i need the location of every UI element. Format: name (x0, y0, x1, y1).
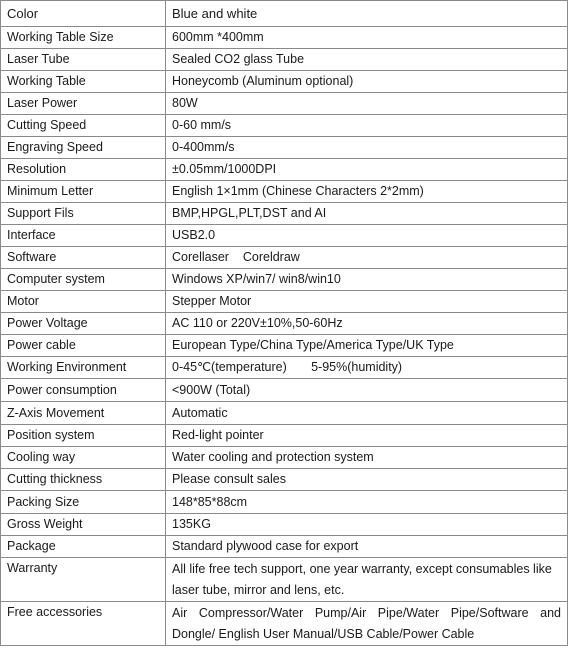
table-row (1, 357, 568, 379)
table-row (1, 335, 568, 357)
table-row (1, 115, 568, 137)
table-row (1, 514, 568, 536)
table-row (1, 491, 568, 514)
table-row (1, 425, 568, 447)
table-row (1, 159, 568, 181)
row-value: 600mm *400mm (166, 27, 568, 49)
row-value: Standard plywood case for export (166, 536, 568, 558)
table-row (1, 402, 568, 425)
row-label: Free accessories (1, 602, 166, 646)
row-label: Working Table (1, 71, 166, 93)
row-value: Blue and white (166, 1, 568, 27)
table-row (1, 469, 568, 491)
table-row (1, 27, 568, 49)
row-value: Sealed CO2 glass Tube (166, 49, 568, 71)
table-row (1, 447, 568, 469)
table-row (1, 313, 568, 335)
row-label: Software (1, 247, 166, 269)
table-row (1, 602, 568, 646)
row-label: Laser Power (1, 93, 166, 115)
row-label: Gross Weight (1, 514, 166, 536)
row-value: All life free tech support, one year warranty, except consumables like laser tube, mirror and lens, etc. (166, 558, 568, 602)
row-value: Corellaser Coreldraw (166, 247, 568, 269)
row-value: ±0.05mm/1000DPI (166, 159, 568, 181)
row-label: Cutting Speed (1, 115, 166, 137)
row-value: Red-light pointer (166, 425, 568, 447)
row-value: Air Compressor/Water Pump/Air Pipe/Water Pipe/Software and Dongle/ English User Manual/USB Cable/Power Cable (166, 602, 568, 646)
row-value: <900W (Total) (166, 379, 568, 402)
table-row (1, 93, 568, 115)
table-row (1, 1, 568, 27)
table-row (1, 137, 568, 159)
table-row (1, 269, 568, 291)
table-row (1, 225, 568, 247)
row-label: Cooling way (1, 447, 166, 469)
row-label: Interface (1, 225, 166, 247)
row-label: Cutting thickness (1, 469, 166, 491)
row-label: Power Voltage (1, 313, 166, 335)
table-row (1, 71, 568, 93)
row-label: Minimum Letter (1, 181, 166, 203)
row-value: 135KG (166, 514, 568, 536)
row-value: Stepper Motor (166, 291, 568, 313)
row-value: 0-45℃(temperature) 5-95%(humidity) (166, 357, 568, 379)
table-row (1, 181, 568, 203)
row-value: Honeycomb (Aluminum optional) (166, 71, 568, 93)
row-label: Z-Axis Movement (1, 402, 166, 425)
table-row (1, 379, 568, 402)
row-label: Position system (1, 425, 166, 447)
row-value: Water cooling and protection system (166, 447, 568, 469)
row-value: Automatic (166, 402, 568, 425)
table-row (1, 247, 568, 269)
row-label: Power consumption (1, 379, 166, 402)
row-value: BMP,HPGL,PLT,DST and AI (166, 203, 568, 225)
table-row (1, 536, 568, 558)
row-label: Color (1, 1, 166, 27)
row-value: USB2.0 (166, 225, 568, 247)
table-row (1, 203, 568, 225)
row-value: Please consult sales (166, 469, 568, 491)
row-label: Support Fils (1, 203, 166, 225)
row-value: European Type/China Type/America Type/UK Type (166, 335, 568, 357)
table-row (1, 49, 568, 71)
row-label: Computer system (1, 269, 166, 291)
row-label: Motor (1, 291, 166, 313)
table-row (1, 558, 568, 602)
row-label: Working Table Size (1, 27, 166, 49)
row-value: Windows XP/win7/ win8/win10 (166, 269, 568, 291)
row-label: Warranty (1, 558, 166, 602)
row-value: 80W (166, 93, 568, 115)
row-label: Packing Size (1, 491, 166, 514)
row-value: 148*85*88cm (166, 491, 568, 514)
row-label: Power cable (1, 335, 166, 357)
row-label: Resolution (1, 159, 166, 181)
row-value: AC 110 or 220V±10%,50-60Hz (166, 313, 568, 335)
row-label: Package (1, 536, 166, 558)
row-label: Working Environment (1, 357, 166, 379)
row-value: 0-60 mm/s (166, 115, 568, 137)
row-label: Engraving Speed (1, 137, 166, 159)
table-row (1, 291, 568, 313)
row-value: English 1×1mm (Chinese Characters 2*2mm) (166, 181, 568, 203)
row-label: Laser Tube (1, 49, 166, 71)
row-value: 0-400mm/s (166, 137, 568, 159)
